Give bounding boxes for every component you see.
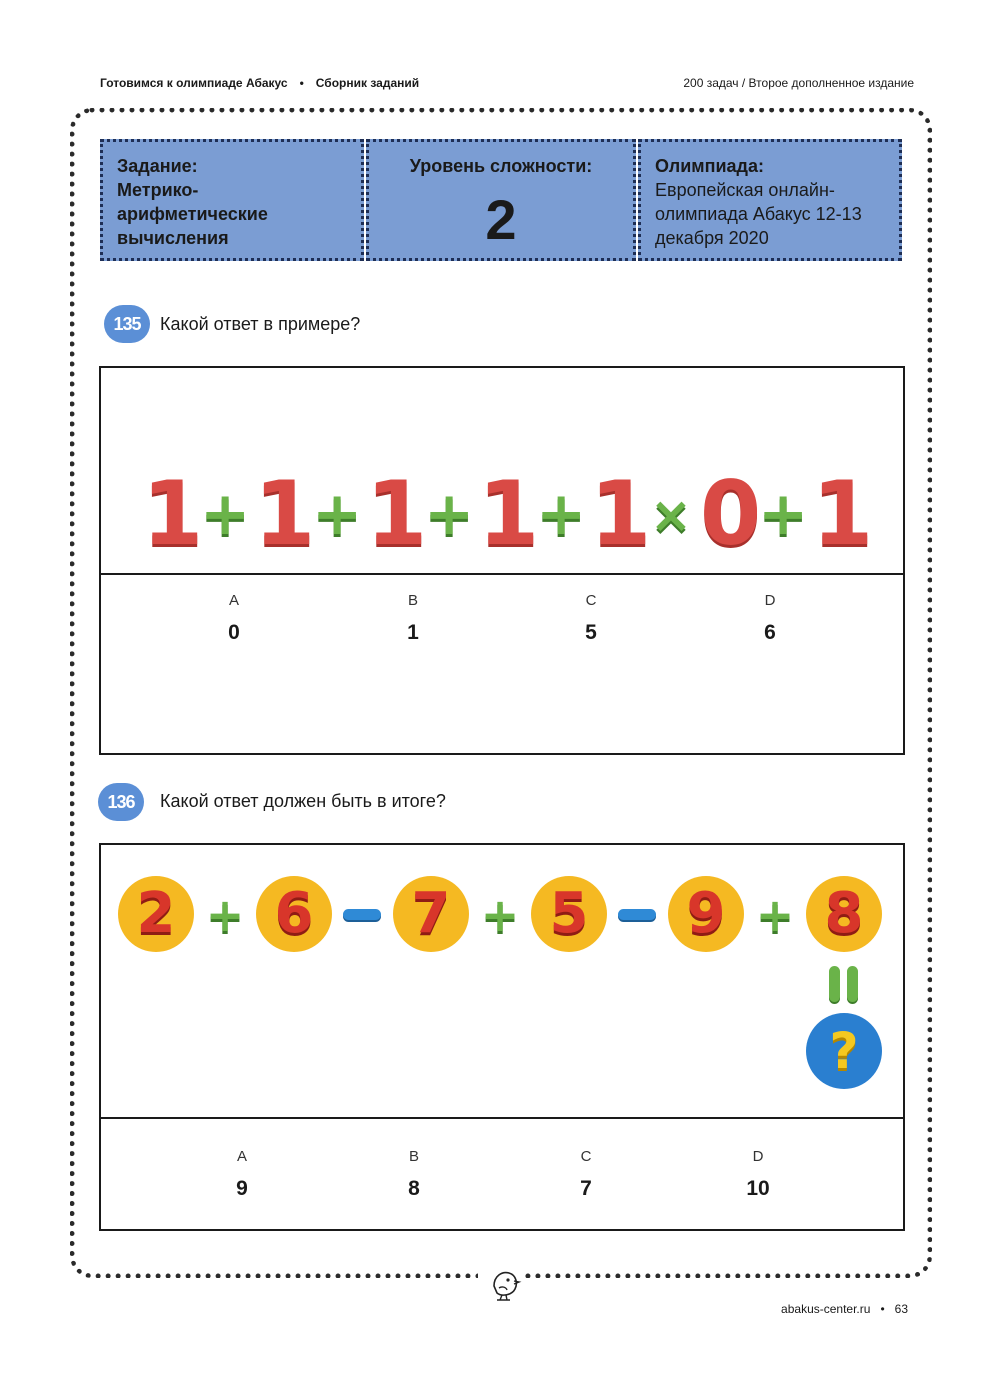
level-value: 2 — [485, 188, 517, 251]
footer-separator: • — [880, 1302, 885, 1316]
option-letter: C — [580, 1148, 592, 1165]
page-footer — [781, 1302, 908, 1316]
plus-icon: + — [200, 479, 251, 549]
number-coin — [118, 876, 194, 952]
book-title: Готовимся к олимпиаде Абакус — [100, 76, 288, 90]
number-coin — [393, 876, 469, 952]
coin-number: 5 — [549, 881, 589, 946]
answer-option-d[interactable] — [740, 592, 800, 645]
coin-number: 2 — [136, 881, 176, 946]
level-box — [366, 139, 636, 261]
option-value: 1 — [407, 621, 419, 644]
option-value: 6 — [764, 621, 776, 644]
option-letter: C — [585, 592, 597, 609]
number-coin — [256, 876, 332, 952]
expr-number: 1 — [142, 462, 204, 565]
task-label: Задание: — [117, 156, 198, 176]
plus-icon: + — [424, 479, 475, 549]
plus-icon: + — [536, 479, 587, 549]
option-value: 0 — [228, 621, 240, 644]
option-value: 9 — [236, 1177, 248, 1200]
plus-icon: + — [480, 888, 520, 942]
question-mark-coin — [806, 1013, 882, 1089]
answer-option-b[interactable] — [384, 1148, 444, 1201]
expr-number: 1 — [590, 462, 652, 565]
plus-icon: + — [312, 479, 363, 549]
plus-icon: + — [755, 888, 795, 942]
coin-number: 9 — [686, 881, 726, 946]
answer-option-c[interactable] — [561, 592, 621, 645]
task-box — [100, 139, 364, 261]
answer-option-a[interactable] — [204, 592, 264, 645]
question-mark: ? — [829, 1022, 859, 1080]
question-text: Какой ответ должен быть в итоге? — [160, 791, 446, 811]
option-letter: A — [228, 592, 239, 609]
option-letter: D — [752, 1148, 764, 1165]
option-value: 5 — [585, 621, 597, 644]
question-number-badge: 136 — [98, 783, 144, 821]
option-letter: D — [764, 592, 776, 609]
olympiad-label: Олимпиада: — [655, 156, 764, 176]
level-label: Уровень сложности: — [409, 156, 593, 176]
expr-number: 1 — [254, 462, 316, 565]
olympiad-box — [638, 139, 902, 261]
divider — [101, 1117, 903, 1119]
equals-icon — [829, 966, 859, 1002]
expr-number: 1 — [478, 462, 540, 565]
minus-icon — [343, 909, 381, 920]
number-coin — [668, 876, 744, 952]
running-header-right: 200 задач / Второе дополненное издание — [683, 76, 914, 90]
answer-option-b[interactable] — [383, 592, 443, 645]
option-value: 7 — [580, 1177, 592, 1200]
number-coin — [806, 876, 882, 952]
option-value: 8 — [408, 1177, 420, 1200]
answer-option-c[interactable] — [556, 1148, 616, 1201]
expr-number: 1 — [366, 462, 428, 565]
expr-number: 0 — [700, 462, 762, 565]
plus-icon: + — [205, 888, 245, 942]
page-number: 63 — [894, 1302, 908, 1316]
multiply-icon: × — [650, 486, 692, 544]
divider — [101, 573, 903, 575]
running-header-left — [100, 76, 419, 90]
number-coin — [531, 876, 607, 952]
option-letter: B — [407, 592, 418, 609]
book-subtitle: Сборник заданий — [315, 76, 420, 90]
answer-option-a[interactable] — [212, 1148, 272, 1201]
expr-number: 1 — [812, 462, 874, 565]
option-value: 10 — [746, 1177, 770, 1200]
coin-number: 7 — [411, 881, 451, 946]
option-letter: A — [236, 1148, 247, 1165]
header-separator: • — [299, 76, 304, 90]
minus-icon — [618, 909, 656, 920]
site-link[interactable]: abakus-center.ru — [781, 1302, 871, 1316]
answer-option-d[interactable] — [728, 1148, 788, 1201]
option-letter: B — [408, 1148, 419, 1165]
coin-number: 8 — [824, 881, 864, 946]
plus-icon: + — [758, 479, 809, 549]
task-value: Метрико-арифметические вычисления — [117, 180, 268, 248]
mascot-bird-icon — [488, 1266, 522, 1302]
olympiad-value: Европейская онлайн-олимпиада Абакус 12-13 декабря 2020 — [655, 180, 862, 248]
question-number-badge: 135 — [104, 305, 150, 343]
question-text: Какой ответ в примере? — [160, 314, 361, 334]
coin-number: 6 — [274, 881, 314, 946]
